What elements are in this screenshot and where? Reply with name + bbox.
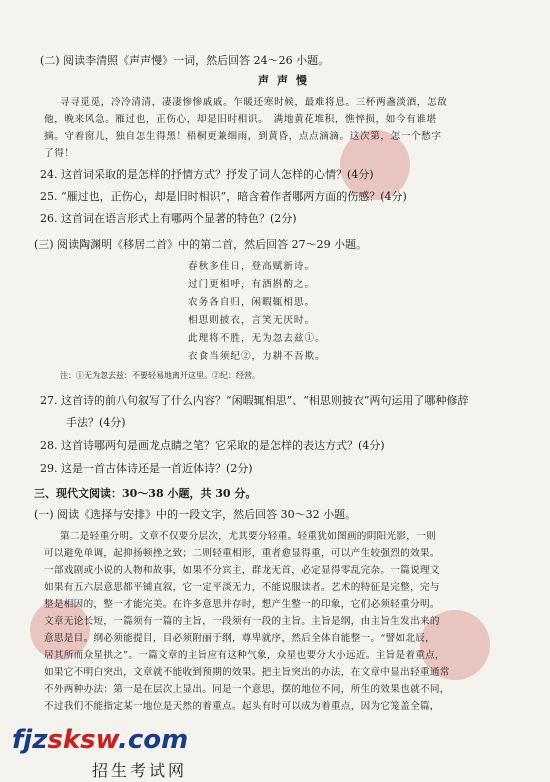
prose-line: 不外两种办法：第一是在层次上显出。同是一个意思，摆的地位不同，所生的效果也就不同， bbox=[44, 684, 450, 695]
question-26: 26. 这首词在语言形式上有哪两个显著的特色？(2分) bbox=[40, 212, 297, 225]
logo-text-domain: .com bbox=[117, 725, 189, 755]
poem-line: 寻寻觅觅，冷冷清清，凄凄惨惨戚戚。乍暖还寒时候，最难将息。三杯两盏淡酒，怎敌 bbox=[60, 97, 448, 108]
question-27-cont: 手法？(4分) bbox=[66, 416, 126, 429]
question-29: 29. 这是一首古体诗还是一首近体诗？(2分) bbox=[40, 462, 253, 475]
poem-title: 声声慢 bbox=[258, 74, 315, 87]
logo-text-red: sksw bbox=[47, 725, 118, 755]
tao-poem-line: 过门更相呼，有酒斟酌之。 bbox=[188, 279, 316, 290]
prose-line: 意思是目。纲必须能提目，目必须附丽于纲，尊卑就序，然后全体自能整一。“譬如北辰， bbox=[44, 633, 436, 644]
tao-poem-line: 春秋多佳日，登高赋新诗。 bbox=[188, 261, 316, 272]
prose-line: 整是相因的，整一才能完美。在许多意思并存时，想产生整一的印象，它们必须轻重分明。 bbox=[44, 599, 440, 610]
prose-line: 一部戏剧或小说的人物和故事，如果不分宾主，群龙无首，必定显得零乱完杂。一篇说理文 bbox=[44, 565, 440, 576]
tao-poem-line: 农务各自归，闲暇辄相思。 bbox=[188, 297, 316, 308]
part3-title: 三、现代文阅读：30～38 小题，共 30 分。 bbox=[34, 487, 257, 500]
question-24: 24. 这首词采取的是怎样的抒情方式？抒发了词人怎样的心情？(4分) bbox=[40, 168, 374, 181]
prose-line: 居其所而众星拱之”。一篇文章的主旨应有这种气象，众星也要分大小远近。主旨是着重点， bbox=[44, 650, 445, 661]
tao-poem-line: 此理将不胜，无为忽去兹①。 bbox=[188, 333, 326, 344]
logo-text-blue: fjz bbox=[12, 725, 48, 755]
prose-line: 文章无论长短，一篇须有一篇的主旨，一段须有一段的主旨。主旨是纲，由主旨生发出来的 bbox=[44, 616, 440, 627]
prose-line: 不过我们不能指定某一地位是天然的着重点。起头有时可以成为着重点，因为它笼盖全篇， bbox=[44, 701, 440, 712]
site-subtitle: 招生考试网 bbox=[92, 761, 188, 780]
prose-line: 如果它不明白突出，文章就不能收到预期的效果。把主旨突出的办法，在文章中显出轻重通常 bbox=[44, 667, 450, 678]
poem-line: 了得！ bbox=[44, 148, 75, 159]
tao-poem-line: 相思则披衣，言笑无厌时。 bbox=[188, 315, 316, 326]
prose-line: 第二是轻重分明。文章不仅要分层次，尤其要分轻重。轻重犹如图画的阴阳光影，一则 bbox=[60, 531, 436, 542]
question-25: 25. “雁过也，正伤心，却是旧时相识”，暗含着作者哪两方面的伤感？(4分) bbox=[40, 190, 407, 203]
section2-title: (二) 阅读李清照《声声慢》一词，然后回答 24～26 小题。 bbox=[40, 54, 330, 67]
poem-line: 他，晚来风急。雁过也，正伤心，却是旧时相识。 满地黄花堆积，憔悴损，如今有谁堪 bbox=[44, 114, 437, 125]
section3-title: (三) 阅读陶渊明《移居二首》中的第二首，然后回答 27～29 小题。 bbox=[34, 238, 368, 251]
tao-poem-line: 衣食当须纪②，力耕不吾欺。 bbox=[188, 351, 326, 362]
question-27: 27. 这首诗的前八句叙写了什么内容？“闲暇辄相思”、“相思则披衣”两句运用了哪种修辞 bbox=[40, 394, 469, 407]
prose-line: 如果有五六层意思都平铺直叙，它一定平淡无力，不能说服读者。艺术的特征是完整，完与 bbox=[44, 582, 440, 593]
prose-line: 可以避免单调，起抑扬顿挫之致；二则轻重相形，重者愈显得重，可以产生较强烈的效果。 bbox=[44, 548, 440, 559]
poem-line: 摘。守着窗儿，独自怎生得黑！梧桐更兼细雨，到黄昏，点点滴滴。这次第，怎一个愁字 bbox=[44, 131, 442, 142]
sub1-title: (一) 阅读《选择与安排》中的一段文字，然后回答 30～32 小题。 bbox=[34, 508, 357, 521]
site-logo[interactable] bbox=[12, 725, 188, 755]
question-28: 28. 这首诗哪两句是画龙点睛之笔？它采取的是怎样的表达方式？(4分) bbox=[40, 439, 385, 452]
footnote: 注：①无为忽去兹：不要轻易地离开这里。②纪：经营。 bbox=[60, 371, 260, 380]
